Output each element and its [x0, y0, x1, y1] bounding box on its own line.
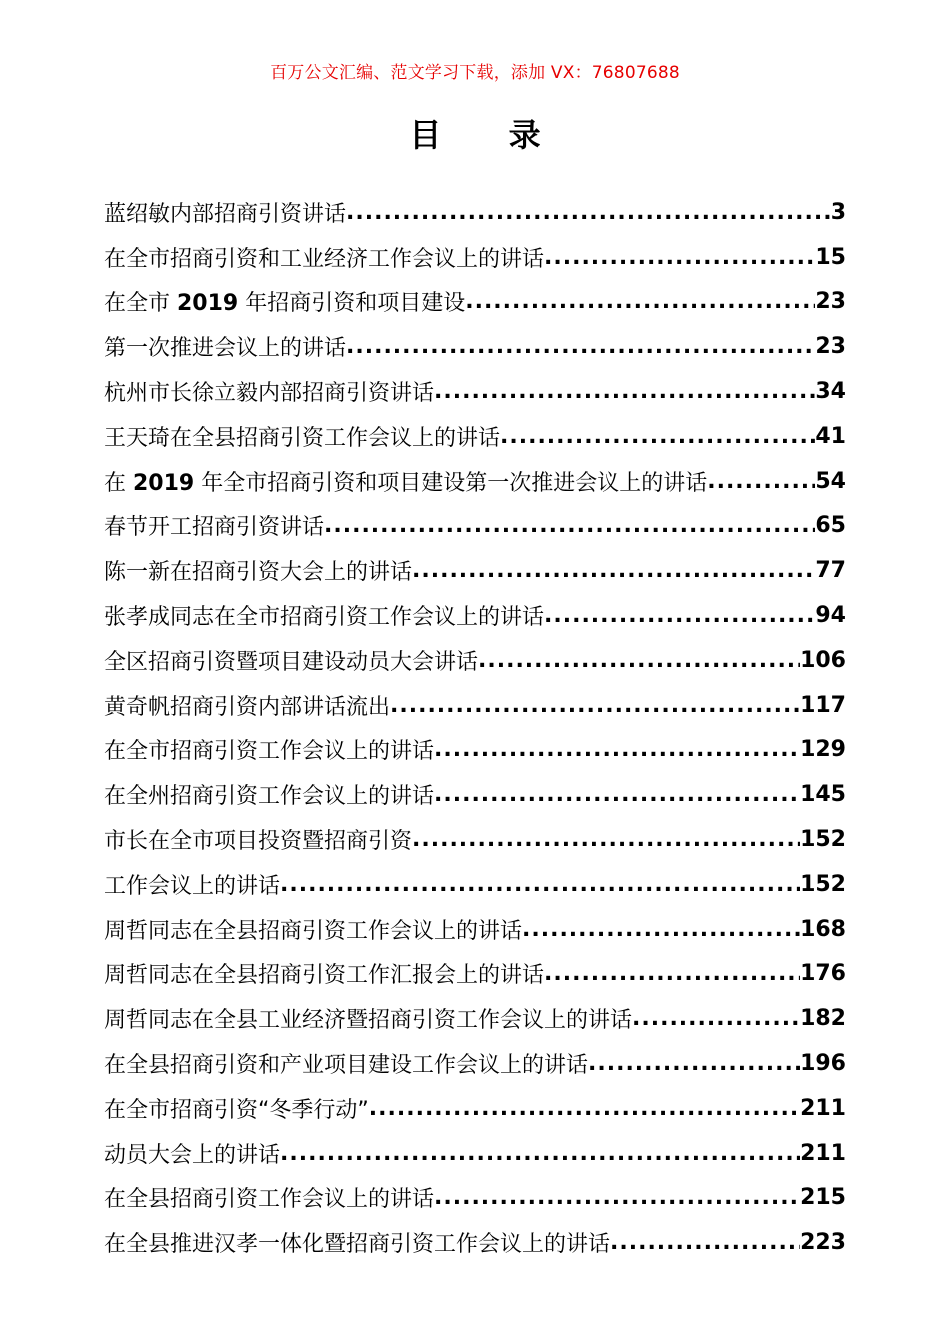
toc-page-number: 65: [815, 513, 846, 539]
toc-leader-dots: [544, 603, 815, 628]
toc-leader-dots: [544, 961, 800, 986]
toc-page-number: 34: [815, 379, 846, 405]
toc-entry[interactable]: [104, 1131, 846, 1176]
toc-leader-dots: [390, 693, 800, 718]
toc-entry-title: 工作会议上的讲话: [104, 873, 281, 899]
toc-entry[interactable]: [104, 459, 846, 504]
toc-page-number: 77: [815, 558, 846, 584]
page-title: 目 录: [409, 116, 569, 154]
toc-entry-title: 春节开工招商引资讲话: [104, 515, 325, 541]
toc-entry-title: 杭州市长徐立毅内部招商引资讲话: [104, 381, 435, 407]
toc-leader-dots: [632, 1006, 800, 1031]
toc-entry-title: 周哲同志在全县招商引资工作会议上的讲话: [104, 918, 523, 944]
toc-list: [104, 190, 846, 1265]
toc-leader-dots: [412, 827, 800, 852]
toc-entry[interactable]: [104, 772, 846, 817]
toc-entry[interactable]: [104, 683, 846, 728]
toc-entry-title: 张孝成同志在全市招商引资工作会议上的讲话: [104, 605, 545, 631]
toc-leader-dots: [522, 917, 800, 942]
toc-entry-title: 全区招商引资暨项目建设动员大会讲话: [104, 649, 479, 675]
toc-entry-title: 在全市 2019 年招商引资和项目建设: [104, 291, 466, 317]
toc-entry[interactable]: [104, 1086, 846, 1131]
toc-entry[interactable]: [104, 280, 846, 325]
toc-leader-dots: [369, 1096, 800, 1121]
toc-leader-dots: [434, 1185, 800, 1210]
toc-entry[interactable]: [104, 862, 846, 907]
toc-page-number: 196: [800, 1051, 846, 1077]
toc-entry[interactable]: [104, 593, 846, 638]
toc-leader-dots: [465, 289, 815, 314]
toc-page-number: 3: [830, 199, 846, 225]
toc-page-number: 152: [800, 871, 846, 897]
toc-page-number: 129: [800, 737, 846, 763]
toc-leader-dots: [346, 334, 815, 359]
toc-leader-dots: [707, 469, 815, 494]
toc-leader-dots: [500, 424, 815, 449]
toc-entry-title: 陈一新在招商引资大会上的讲话: [104, 560, 413, 586]
toc-leader-dots: [412, 558, 815, 583]
toc-entry[interactable]: [104, 817, 846, 862]
toc-page-number: 223: [800, 1230, 846, 1256]
toc-entry-title: 周哲同志在全县工业经济暨招商引资工作会议上的讲话: [104, 1008, 633, 1034]
toc-entry[interactable]: [104, 907, 846, 952]
toc-entry-title: 在 2019 年全市招商引资和项目建设第一次推进会议上的讲话: [104, 470, 708, 496]
toc-entry[interactable]: [104, 1176, 846, 1221]
toc-leader-dots: [588, 1051, 800, 1076]
toc-page-number: 54: [815, 468, 846, 494]
toc-entry-title: 在全州招商引资工作会议上的讲话: [104, 784, 435, 810]
toc-entry[interactable]: [104, 1220, 846, 1265]
toc-entry-title: 王天琦在全县招商引资工作会议上的讲话: [104, 425, 501, 451]
toc-entry[interactable]: [104, 504, 846, 549]
toc-entry[interactable]: [104, 996, 846, 1041]
toc-entry-title: 周哲同志在全县招商引资工作汇报会上的讲话: [104, 963, 545, 989]
toc-page-number: 211: [800, 1140, 846, 1166]
toc-entry[interactable]: [104, 235, 846, 280]
toc-leader-dots: [434, 379, 815, 404]
toc-leader-dots: [610, 1230, 800, 1255]
toc-page-number: 211: [800, 1095, 846, 1121]
toc-entry[interactable]: [104, 414, 846, 459]
toc-page-number: 168: [800, 916, 846, 942]
toc-leader-dots: [434, 782, 800, 807]
header-note: 百万公文汇编、范文学习下载，添加 VX：76807688: [270, 63, 680, 83]
toc-entry-title: 黄奇帆招商引资内部讲话流出: [104, 694, 391, 720]
toc-page-number: 117: [800, 692, 846, 718]
toc-entry[interactable]: [104, 728, 846, 773]
toc-entry[interactable]: [104, 324, 846, 369]
toc-leader-dots: [280, 1141, 800, 1166]
toc-entry-title: 动员大会上的讲话: [104, 1142, 281, 1168]
toc-entry-title: 在全市招商引资“冬季行动”: [104, 1097, 369, 1123]
toc-entry[interactable]: [104, 190, 846, 235]
toc-page-number: 176: [800, 961, 846, 987]
toc-entry[interactable]: [104, 952, 846, 997]
toc-page-number: 152: [800, 827, 846, 853]
toc-page-number: 215: [800, 1185, 846, 1211]
toc-entry[interactable]: [104, 369, 846, 414]
toc-entry-title: 在全县招商引资工作会议上的讲话: [104, 1187, 435, 1213]
toc-entry[interactable]: [104, 548, 846, 593]
toc-leader-dots: [324, 513, 815, 538]
toc-page-number: 23: [815, 289, 846, 315]
toc-page-number: 23: [815, 334, 846, 360]
toc-entry-title: 在全市招商引资工作会议上的讲话: [104, 739, 435, 765]
toc-leader-dots: [346, 200, 831, 225]
toc-page-number: 41: [815, 423, 846, 449]
toc-entry-title: 在全县推进汉孝一体化暨招商引资工作会议上的讲话: [104, 1232, 611, 1258]
toc-entry-title: 蓝绍敏内部招商引资讲话: [104, 201, 347, 227]
toc-entry-title: 在全市招商引资和工业经济工作会议上的讲话: [104, 246, 545, 272]
toc-entry[interactable]: [104, 638, 846, 683]
toc-leader-dots: [478, 648, 800, 673]
toc-entry[interactable]: [104, 1041, 846, 1086]
toc-page-number: 145: [800, 782, 846, 808]
toc-page-number: 182: [800, 1006, 846, 1032]
toc-entry-title: 第一次推进会议上的讲话: [104, 336, 347, 362]
toc-leader-dots: [544, 245, 815, 270]
toc-leader-dots: [280, 872, 800, 897]
toc-leader-dots: [434, 737, 800, 762]
toc-entry-title: 在全县招商引资和产业项目建设工作会议上的讲话: [104, 1053, 589, 1079]
toc-page-number: 94: [815, 603, 846, 629]
toc-page-number: 106: [800, 647, 846, 673]
toc-entry-title: 市长在全市项目投资暨招商引资: [104, 829, 413, 855]
toc-page-number: 15: [815, 244, 846, 270]
